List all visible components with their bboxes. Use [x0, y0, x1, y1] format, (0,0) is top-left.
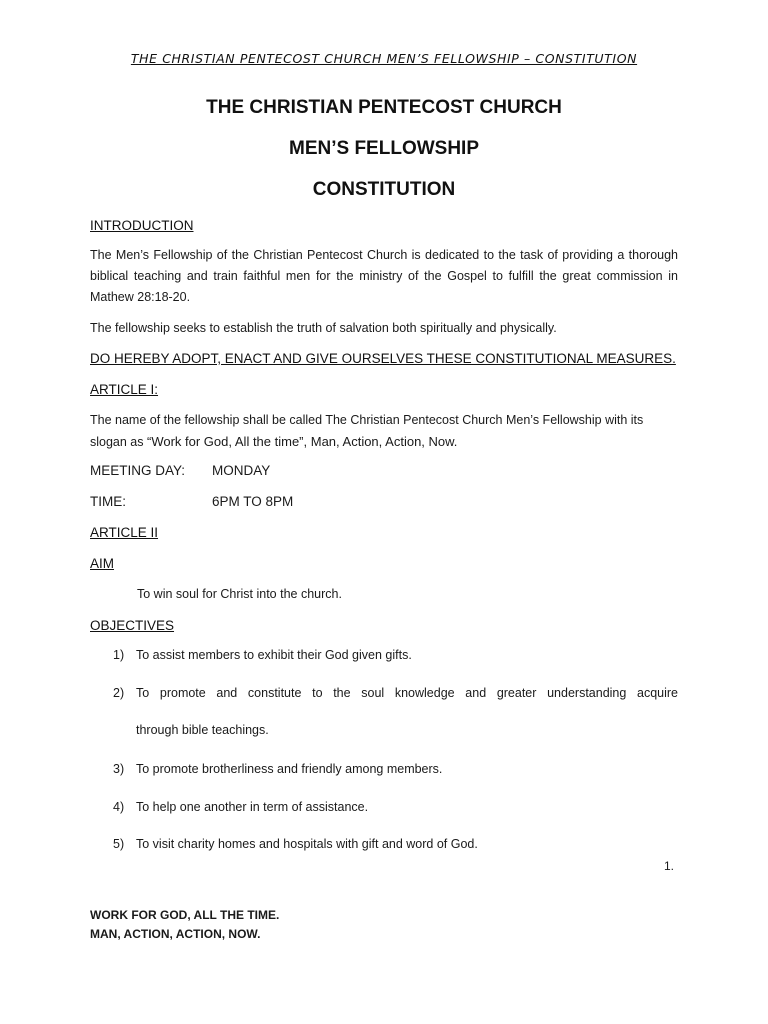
meeting-time-label: TIME:: [90, 494, 126, 509]
aim-text: To win soul for Christ into the church.: [137, 587, 342, 601]
objective-number: 5): [113, 837, 125, 851]
objective-text: To visit charity homes and hospitals with gift and word of God.: [136, 837, 478, 851]
objective-text: To help one another in term of assistance.: [136, 800, 369, 814]
title-line-3: CONSTITUTION: [312, 179, 456, 200]
adoption-statement: DO HEREBY ADOPT, ENACT AND GIVE OURSELVES THESE CONSTITUTIONAL MEASURES.: [90, 351, 676, 366]
objective-text: To promote brotherliness and friendly among members.: [136, 762, 443, 776]
meeting-day-label: MEETING DAY:: [90, 463, 186, 478]
footer-line-1: WORK FOR GOD, ALL THE TIME.: [90, 908, 280, 922]
objective-text: To promote and constitute to the soul knowledge and greater understanding acquire: [136, 686, 678, 700]
article-2-heading: ARTICLE II: [90, 525, 159, 540]
article-1-heading: ARTICLE I:: [90, 382, 159, 397]
aim-heading: AIM: [90, 556, 115, 571]
meeting-day-value: MONDAY: [212, 463, 271, 478]
objectives-heading: OBJECTIVES: [90, 618, 175, 633]
footer-line-2: MAN, ACTION, ACTION, NOW.: [90, 927, 261, 941]
running-header: THE CHRISTIAN PENTECOST CHURCH MEN’S FELLOWSHIP – CONSTITUTION: [130, 51, 638, 66]
objective-number: 2): [113, 686, 125, 700]
objective-text: To assist members to exhibit their God given gifts.: [136, 648, 412, 662]
objective-text-continuation: through bible teachings.: [136, 723, 269, 737]
introduction-paragraph-2: The fellowship seeks to establish the truth of salvation both spiritually and physically.: [90, 321, 557, 335]
objective-number: 3): [113, 762, 125, 776]
title-line-2: MEN’S FELLOWSHIP: [289, 138, 479, 159]
objective-number: 1): [113, 648, 125, 662]
title-line-1: THE CHRISTIAN PENTECOST CHURCH: [206, 97, 562, 118]
article-1-slogan: “Work for God, All the time”, Man, Action, Action, Now.: [146, 434, 458, 449]
page-number: 1.: [664, 859, 675, 873]
article-1-text: [90, 410, 678, 453]
article-1-text-body: The name of the fellowship shall be called The Christian Pentecost Church Men’s Fellowship with its slogan as: [90, 413, 644, 449]
meeting-time-value: 6PM TO 8PM: [212, 494, 294, 509]
introduction-heading: INTRODUCTION: [90, 218, 194, 233]
introduction-paragraph-1: The Men’s Fellowship of the Christian Pentecost Church is dedicated to the task of providing a thorough biblical teaching and train faithful men for the ministry of the Gospel to fulfill the great commission in Mathew 28:18-20.: [90, 248, 678, 304]
objective-number: 4): [113, 800, 125, 814]
